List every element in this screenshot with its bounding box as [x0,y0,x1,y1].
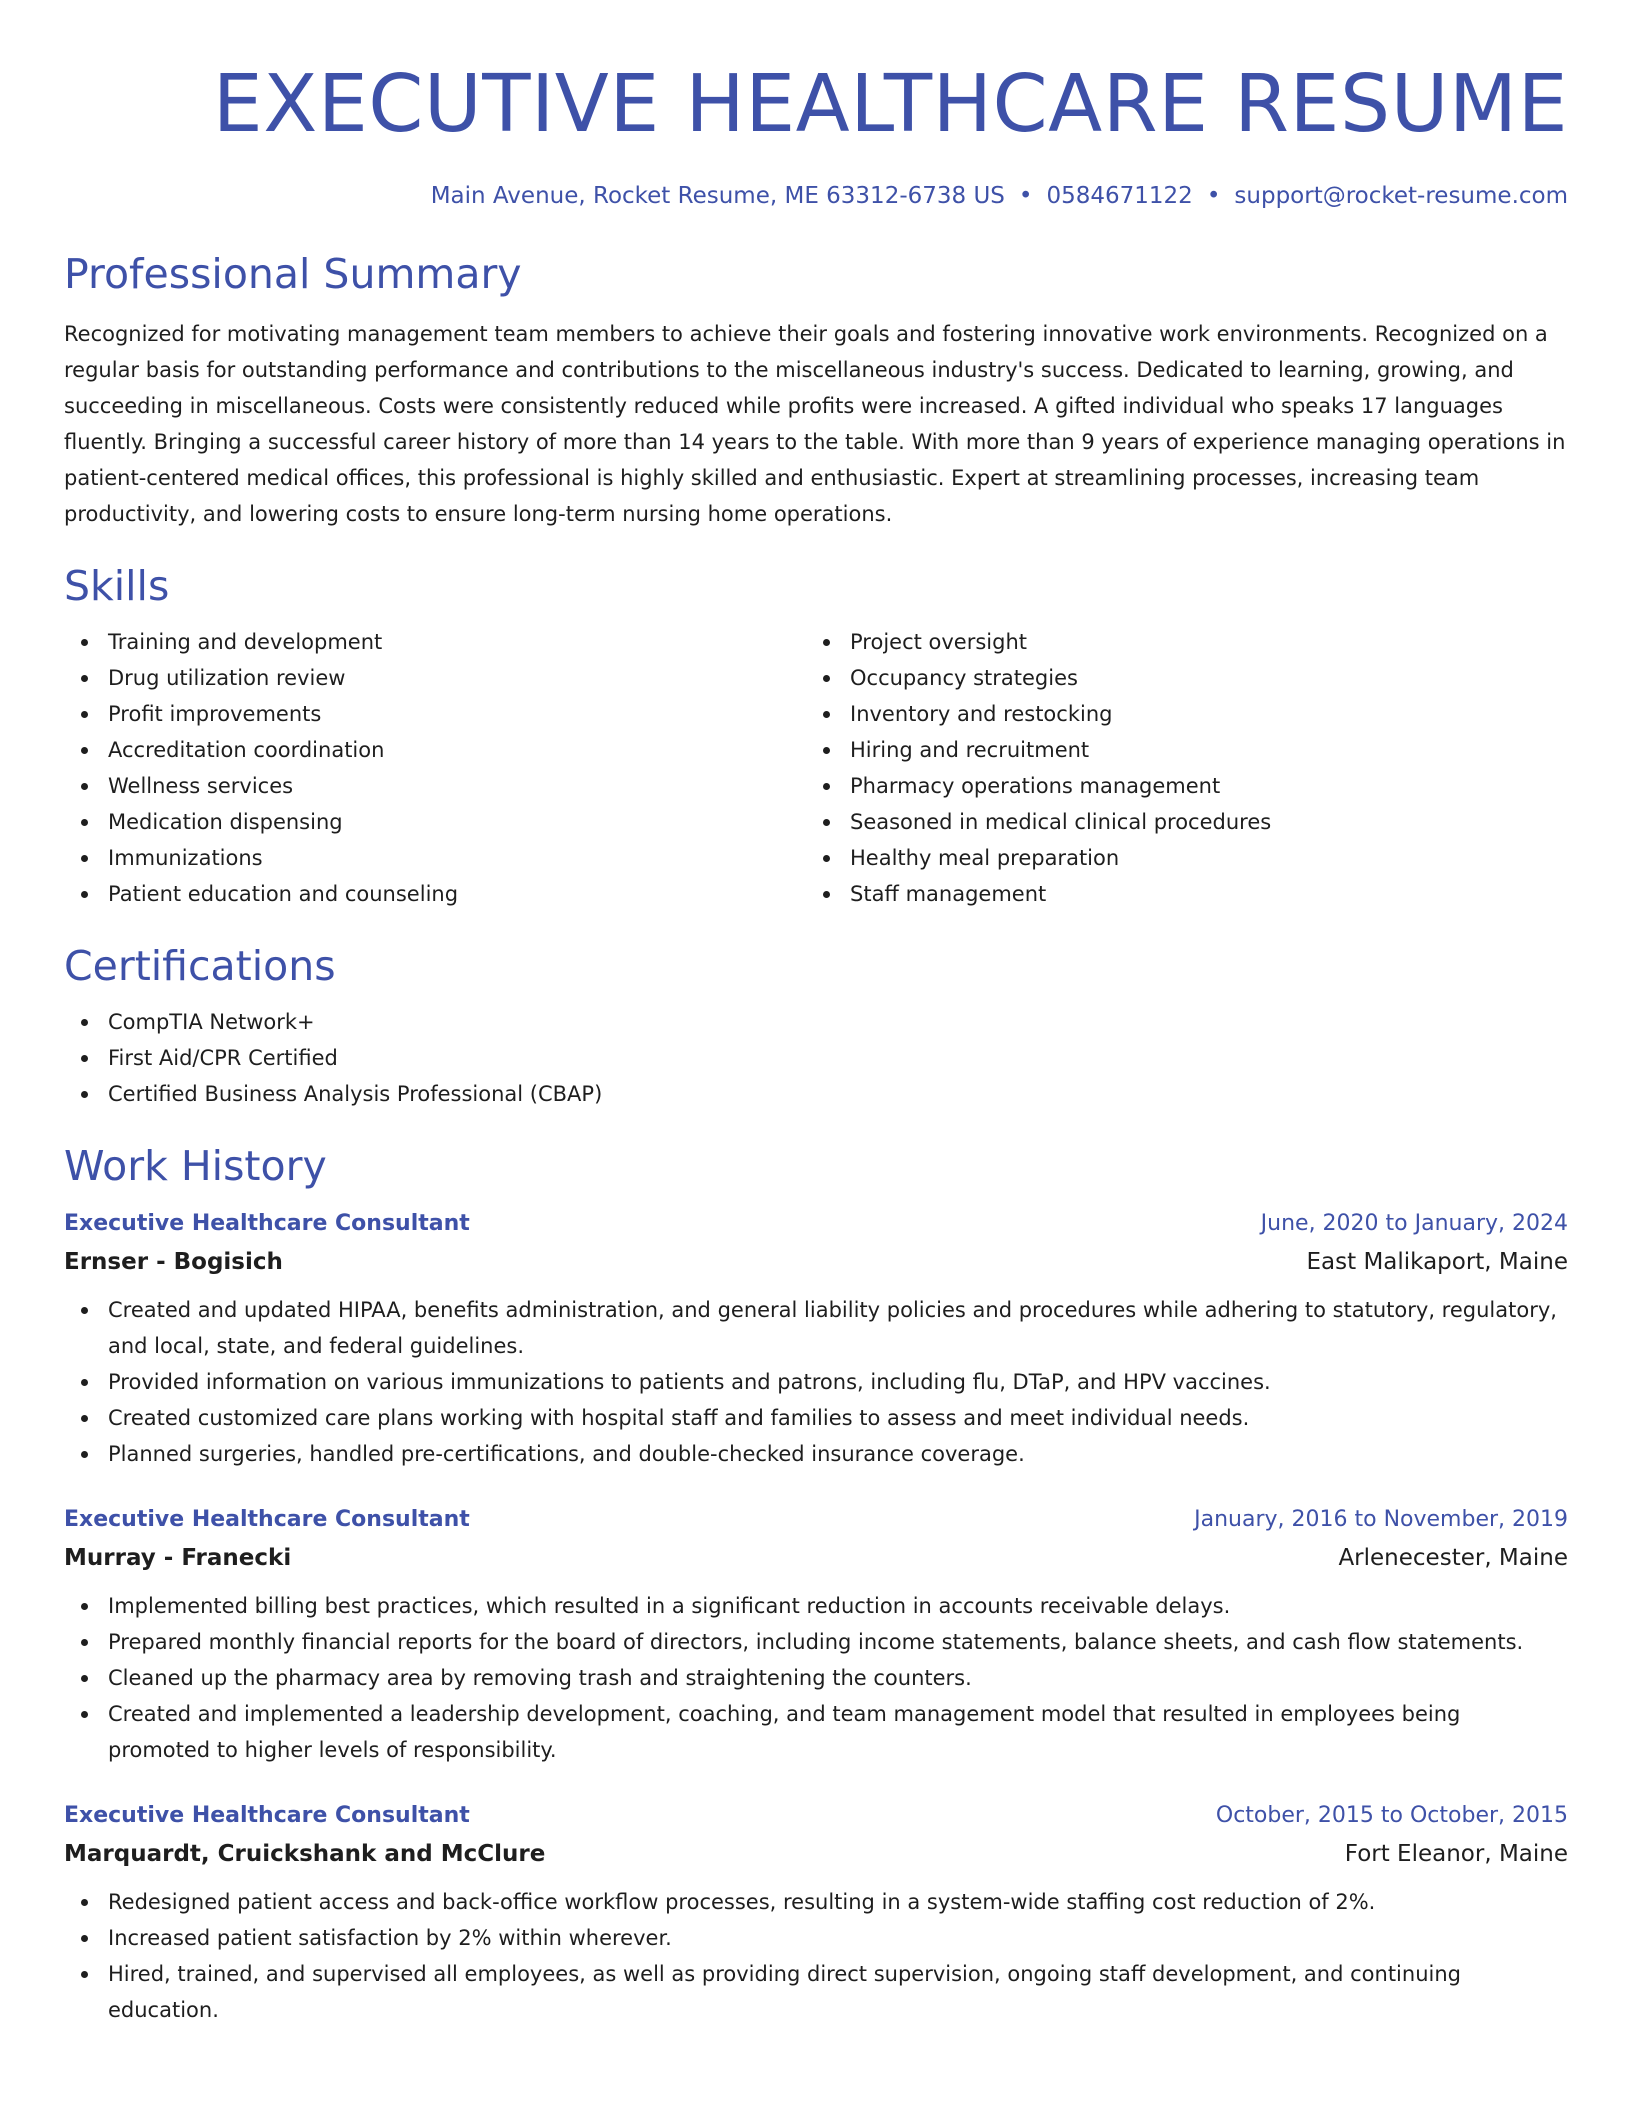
contact-line [64,180,1568,212]
job-bullet: Increased patient satisfaction by 2% within wherever. [64,1920,1568,1956]
job-bullet: Redesigned patient access and back-office workflow processes, resulting in a system-wide staffing cost reduction of 2%. [64,1884,1568,1920]
contact-phone[interactable]: 0584671122 [1046,183,1193,209]
job-bullet: Cleaned up the pharmacy area by removing trash and straightening the counters. [64,1660,1568,1696]
job-bullet: Planned surgeries, handled pre-certifications, and double-checked insurance coverage. [64,1436,1568,1472]
skills-section [64,560,1568,912]
resume-page [64,0,1568,2028]
job-bullet: Hired, trained, and supervised all employees, as well as providing direct supervision, ongoing staff development, and continuing education. [64,1956,1568,2028]
certification-item: First Aid/CPR Certified [64,1040,1568,1076]
job-company-row [64,1538,1568,1578]
job-entry [64,1502,1568,1768]
job-bullets [64,1292,1568,1472]
skill-item: Training and development [64,624,806,660]
job-location: Arlenecester, Maine [1338,1545,1568,1571]
contact-separator: • [1018,183,1033,209]
skill-item: Project oversight [806,624,1548,660]
certifications-section [64,940,1568,1112]
skill-item: Drug utilization review [64,660,806,696]
job-location: East Malikaport, Maine [1306,1249,1568,1275]
job-dates: January, 2016 to November, 2019 [1194,1507,1568,1532]
certifications-list [64,1004,1568,1112]
skill-item: Hiring and recruitment [806,732,1548,768]
job-bullet: Created and implemented a leadership development, coaching, and team management model that resulted in employees being promoted to higher levels of responsibility. [64,1696,1568,1768]
job-company-row [64,1834,1568,1874]
job-bullet: Provided information on various immunizations to patients and patrons, including flu, DTaP, and HPV vaccines. [64,1364,1568,1400]
certification-item: Certified Business Analysis Professional (CBAP) [64,1076,1568,1112]
work-history-section [64,1140,1568,2028]
skill-item: Staff management [806,876,1548,912]
skills-column-right [806,624,1548,912]
skill-item: Seasoned in medical clinical procedures [806,804,1548,840]
section-heading-summary: Professional Summary [64,250,522,298]
skill-item: Patient education and counseling [64,876,806,912]
job-title: Executive Healthcare Consultant [64,1507,470,1532]
resume-header [64,0,1568,212]
job-entry [64,1798,1568,2028]
job-bullet: Implemented billing best practices, which resulted in a significant reduction in accounts receivable delays. [64,1588,1568,1624]
contact-email[interactable]: support@rocket-resume.com [1234,183,1568,209]
job-title-row [64,1206,1568,1242]
professional-summary-section [64,248,1568,532]
job-bullets [64,1588,1568,1768]
job-company: Murray - Franecki [64,1545,292,1571]
skill-item: Pharmacy operations management [806,768,1548,804]
section-heading-skills: Skills [64,562,170,610]
skill-item: Healthy meal preparation [806,840,1548,876]
job-title: Executive Healthcare Consultant [64,1211,470,1236]
job-dates: October, 2015 to October, 2015 [1215,1803,1568,1828]
job-bullets [64,1884,1568,2028]
skill-item: Occupancy strategies [806,660,1548,696]
skill-item: Wellness services [64,768,806,804]
job-company: Marquardt, Cruickshank and McClure [64,1841,546,1867]
job-location: Fort Eleanor, Maine [1344,1841,1568,1867]
contact-address: Main Avenue, Rocket Resume, ME 63312-6738 US [430,183,1005,209]
section-heading-certifications: Certifications [64,942,336,990]
skill-item: Immunizations [64,840,806,876]
document-title: EXECUTIVE HEALTHCARE RESUME [212,58,1568,150]
job-title: Executive Healthcare Consultant [64,1803,470,1828]
certification-item: CompTIA Network+ [64,1004,1568,1040]
section-heading-work-history: Work History [64,1142,327,1190]
summary-text: Recognized for motivating management team members to achieve their goals and fostering innovative work environments. Recognized on a regular basis for outstanding performance and contributions to the miscellaneous industry's success. Dedicated to learning, growing, and succeeding in miscellaneous. Costs were consistently reduced while profits were increased. A gifted individual who speaks 17 languages fluently. Bringing a successful career history of more than 14 years to the table. With more than 9 years of experience managing operations in patient-centered medical offices, this professional is highly skilled and enthusiastic. Expert at streamlining processes, increasing team productivity, and lowering costs to ensure long-term nursing home operations. [64,322,1566,526]
skill-item: Medication dispensing [64,804,806,840]
job-dates: June, 2020 to January, 2024 [1260,1211,1568,1236]
job-entry [64,1206,1568,1472]
job-bullet: Created and updated HIPAA, benefits administration, and general liability policies and procedures while adhering to statutory, regulatory, and local, state, and federal guidelines. [64,1292,1568,1364]
skill-item: Accreditation coordination [64,732,806,768]
skill-item: Profit improvements [64,696,806,732]
job-title-row [64,1502,1568,1538]
job-company-row [64,1242,1568,1282]
job-bullet: Prepared monthly financial reports for the board of directors, including income statements, balance sheets, and cash flow statements. [64,1624,1568,1660]
job-bullet: Created customized care plans working with hospital staff and families to assess and meet individual needs. [64,1400,1568,1436]
contact-separator: • [1206,183,1221,209]
skill-item: Inventory and restocking [806,696,1548,732]
skills-grid [64,624,1568,912]
skills-column-left [64,624,806,912]
jobs-list [64,1206,1568,2028]
job-title-row [64,1798,1568,1834]
job-company: Ernser - Bogisich [64,1249,283,1275]
